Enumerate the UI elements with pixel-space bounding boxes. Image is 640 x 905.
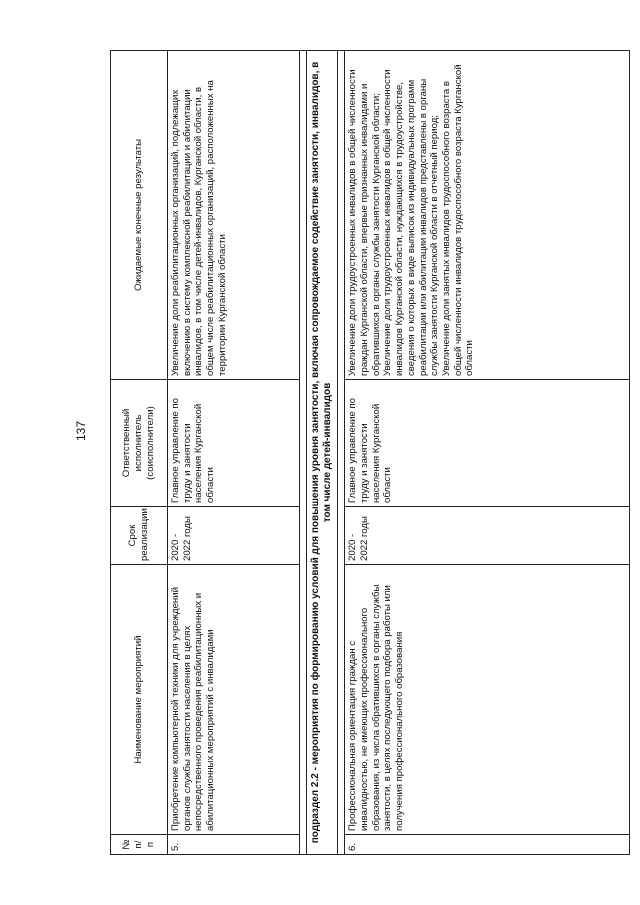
- activities-table: [110, 50, 630, 855]
- table-gap: [300, 51, 307, 855]
- result-line: Увеличение доли трудоустроенных инвалидов в общей численности инвалидов Курганской области, нуждающихся в трудоустройстве, сведения о которых в виде выписок из индивидуальных программ реабилитации или абилитации инвалидов представлены в органы службы занятости Курганской области в отчетный период;: [382, 69, 441, 376]
- table-header-row: [111, 51, 168, 855]
- row-executor: Главное управление по труду и занятости населения Курганской области: [345, 380, 630, 507]
- row-results: Увеличение доли реабилитационных организаций, подлежащих включению в систему комплексной реабилитации и абилитации инвалидов, в том числе детей-инвалидов, Курганской области, в общем числе реабилитационных организаций, расположенных на территории Курганской области: [168, 51, 300, 380]
- row-term: 2020 - 2022 годы: [345, 507, 630, 565]
- table-row: [345, 51, 630, 855]
- page-number: 137: [74, 420, 88, 441]
- header-term: Срок реализации: [111, 507, 168, 565]
- result-line: Увеличение доли занятых инвалидов трудоспособного возраста в общей численности инвалидов трудоспособного возраста Курганской области: [441, 64, 476, 376]
- result-line: Увеличение доли трудоустроенных инвалидов в общей численности граждан Курганской области, впервые признанных инвалидами и обратившихся в органы службы занятости Курганской области;: [347, 69, 382, 376]
- table-row: [168, 51, 300, 855]
- header-executor: Ответственный исполнитель (соисполнители): [111, 380, 168, 507]
- row-num: 6.: [345, 835, 630, 855]
- row-name: Приобретение компьютерной техники для учреждений органов службы занятости населения в целях непосредственного проведения реабилитационных и абилитационных мероприятий с инвалидами: [168, 565, 300, 835]
- row-name: Профессиональная ориентация граждан с инвалидностью, не имеющих профессионального образования, из числа обратившихся в органы службы занятости, в целях последующего подбора работы или получения профессионального образования: [345, 565, 630, 835]
- header-results: Ожидаемые конечные результаты: [111, 51, 168, 380]
- section-title: подраздел 2.2 - мероприятия по формированию условий для повышения уровня занятости, включая сопровождаемое содействие занятости, инвалидов, в том числе детей-инвалидов: [307, 51, 338, 855]
- row-term: 2020 - 2022 годы: [168, 507, 300, 565]
- table-gap: [338, 51, 345, 855]
- section-row: [307, 51, 338, 855]
- rotated-page-content: [110, 50, 510, 855]
- header-name: Наименование мероприятий: [111, 565, 168, 835]
- row-executor: Главное управление по труду и занятости населения Курганской области: [168, 380, 300, 507]
- header-num: № п/п: [111, 835, 168, 855]
- row-results: [345, 51, 630, 380]
- row-num: 5.: [168, 835, 300, 855]
